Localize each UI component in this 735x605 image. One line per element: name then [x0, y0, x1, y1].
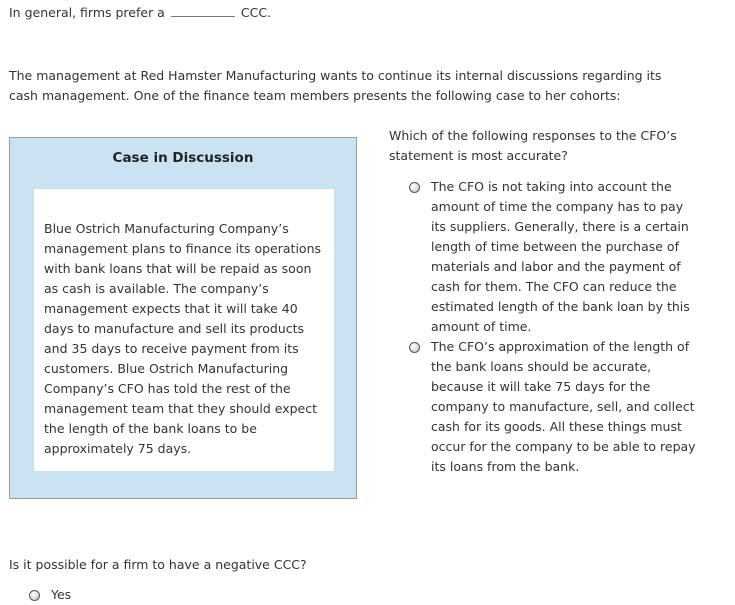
case-title: Case in Discussion	[112, 150, 254, 166]
answer-option-yes-label: Yes	[51, 587, 72, 602]
answer-blank-dropdown[interactable]	[171, 4, 235, 17]
radio-button-icon[interactable]	[409, 182, 420, 193]
radio-button-icon[interactable]	[29, 590, 40, 601]
question-2-prompt: Which of the following responses to the CFO’s statement is most accurate?	[389, 128, 677, 163]
answer-option-2-label: The CFO’s approximation of the length of the bank loans should be accurate, because it will take 75 days for the company to manufacture, sell, and collect cash for its goods. All these things must occur for the company to be able to repay its loans from the bank.	[431, 339, 696, 474]
case-panel	[9, 137, 357, 499]
question-3-prompt: Is it possible for a firm to have a negative CCC?	[9, 557, 307, 572]
question-1-text-before: In general, firms prefer a	[9, 5, 165, 20]
question-1	[9, 4, 271, 21]
question-1-text-after: CCC.	[240, 5, 272, 20]
answer-option-1-label: The CFO is not taking into account the amount of time the company has to pay its suppliers. Generally, there is a certain length of time between the purchase of materials and labor and the payment of cash for them. The CFO can reduce the estimated length of the bank loan by this amount of time.	[431, 179, 690, 334]
radio-button-icon[interactable]	[409, 342, 420, 353]
case-text: Blue Ostrich Manufacturing Company’s management plans to finance its operations with bank loans that will be repaid as soon as cash is available. The company’s management expects that it will take 40 days to manufacture and sell its products and 35 days to receive payment from its customers. Blue Ostrich Manufacturing Company’s CFO has told the rest of the management team that they should expect the length of the bank loans to be approximately 75 days.	[34, 189, 334, 471]
intro-paragraph: The management at Red Hamster Manufacturing wants to continue its internal discussions regarding its cash management. One of the finance team members presents the following case to her cohorts:	[9, 68, 662, 103]
